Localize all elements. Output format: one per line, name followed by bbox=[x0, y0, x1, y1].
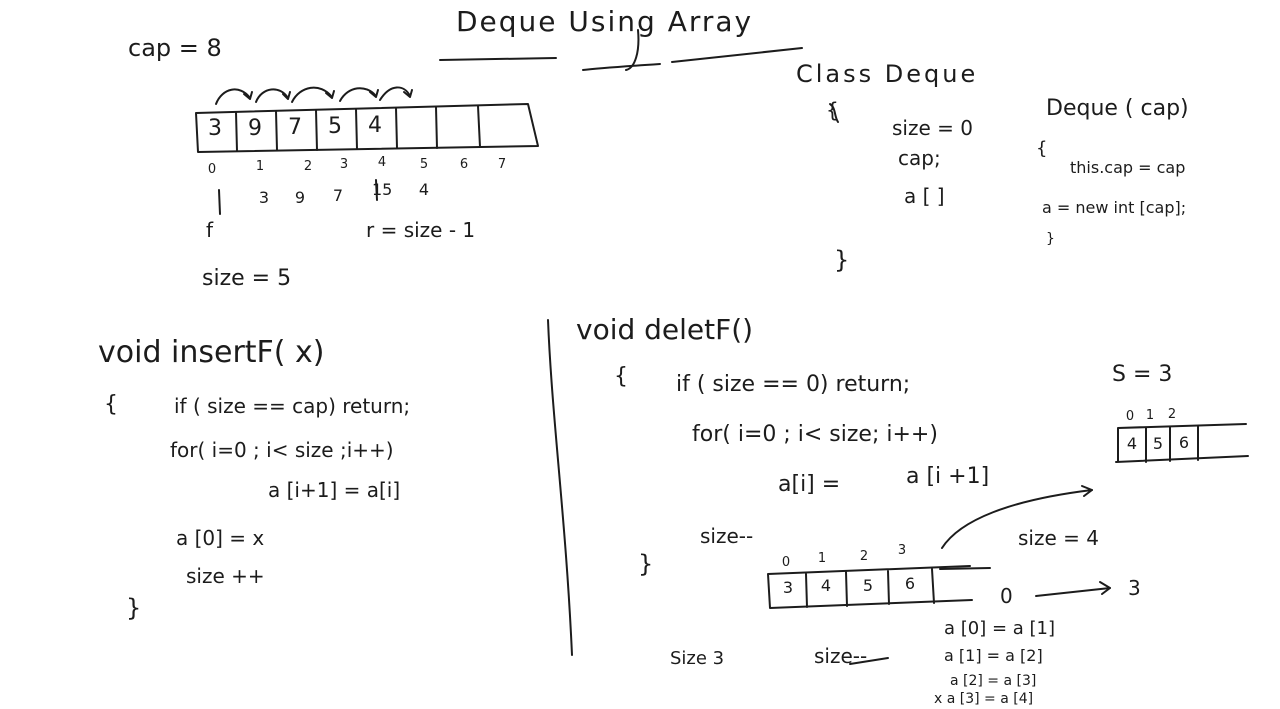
main-array-cell: 7 bbox=[288, 115, 302, 140]
insert-front-line: for( i=0 ; i< size ;i++) bbox=[170, 438, 394, 462]
small-array-index: 0 bbox=[1125, 409, 1135, 424]
delete-front-close-brace: } bbox=[638, 550, 654, 578]
assignment-line: a [1] = a [2] bbox=[944, 646, 1043, 665]
index-label: 6 bbox=[459, 157, 469, 172]
range-arrow bbox=[1036, 588, 1110, 596]
class-field: a [ ] bbox=[904, 184, 945, 208]
shifted-value: 9 bbox=[294, 188, 306, 207]
size3-label: Size 3 bbox=[670, 648, 725, 669]
range-start: 0 bbox=[1000, 584, 1013, 608]
title-underline-mid bbox=[583, 64, 660, 70]
bottom-array-index: 1 bbox=[817, 551, 827, 566]
small-array-cell: 5 bbox=[1152, 434, 1164, 453]
constructor-close-brace: } bbox=[1046, 231, 1055, 247]
main-array-cell: 5 bbox=[328, 114, 342, 139]
shifted-value: 15 bbox=[372, 180, 393, 199]
class-field: cap; bbox=[898, 146, 941, 170]
bottom-array-cell: 6 bbox=[904, 574, 916, 593]
shift-arrows bbox=[216, 87, 412, 104]
bottom-array-index: 3 bbox=[897, 543, 907, 558]
assignment-line: x a [3] = a [4] bbox=[934, 691, 1034, 707]
divider-line bbox=[548, 320, 572, 655]
index-label: 4 bbox=[377, 155, 387, 170]
delete-front-open-brace: { bbox=[614, 364, 628, 389]
bottom-array-cell: 5 bbox=[862, 576, 874, 595]
front-label: f bbox=[206, 218, 214, 242]
main-array-cell: 4 bbox=[368, 113, 382, 138]
main-array-cell: 9 bbox=[248, 116, 262, 141]
bottom-array-index: 2 bbox=[859, 549, 869, 564]
bottom-array-cell: 3 bbox=[782, 578, 794, 597]
insert-front-line: a [i+1] = a[i] bbox=[268, 478, 401, 502]
page-title: Deque Using Array bbox=[456, 5, 754, 38]
index-label: 7 bbox=[497, 157, 507, 172]
small-array-cell: 4 bbox=[1126, 434, 1138, 453]
bottom-array-index: 0 bbox=[781, 555, 791, 570]
assignment-line: a [2] = a [3] bbox=[950, 673, 1037, 689]
delete-front-line: size-- bbox=[700, 524, 754, 548]
size-dec-label: size-- bbox=[814, 644, 868, 668]
small-array-index: 1 bbox=[1145, 408, 1155, 423]
constructor-open-brace: { bbox=[1036, 138, 1048, 159]
delete-front-line: if ( size == 0) return; bbox=[676, 372, 911, 397]
rear-label: r = size - 1 bbox=[366, 218, 476, 242]
small-array-label: S = 3 bbox=[1112, 362, 1173, 387]
insert-front-open-brace: { bbox=[104, 392, 118, 417]
insert-front-line: if ( size == cap) return; bbox=[174, 394, 411, 418]
index-label: 0 bbox=[207, 162, 217, 177]
delete-front-line: a [i +1] bbox=[906, 464, 990, 489]
class-open-brace: { bbox=[826, 98, 839, 122]
insert-front-line: size ++ bbox=[186, 564, 265, 588]
shifted-value: 3 bbox=[258, 188, 270, 207]
bottom-array-cell: 4 bbox=[820, 576, 832, 595]
class-close-brace: } bbox=[834, 246, 850, 274]
index-label: 1 bbox=[255, 159, 265, 174]
class-header: Class Deque bbox=[796, 60, 979, 88]
main-array-cell: 3 bbox=[208, 116, 222, 141]
title-underline-left bbox=[440, 58, 556, 60]
insert-front-header: void insertF( x) bbox=[98, 335, 325, 370]
insert-front-close-brace: } bbox=[126, 594, 142, 622]
front-pointer-line bbox=[219, 190, 220, 214]
index-label: 2 bbox=[303, 159, 313, 174]
assignment-line: a [0] = a [1] bbox=[944, 618, 1056, 639]
small-array-cell: 6 bbox=[1178, 433, 1190, 452]
range-end: 3 bbox=[1128, 576, 1141, 600]
shifted-value: 4 bbox=[418, 180, 430, 199]
bottom-array-extension bbox=[940, 568, 990, 569]
delete-front-line: a[i] = bbox=[778, 472, 841, 497]
constructor-header: Deque ( cap) bbox=[1046, 96, 1189, 121]
size-label: size = 5 bbox=[202, 266, 292, 291]
size-after-label: size = 4 bbox=[1018, 526, 1099, 550]
cap-label: cap = 8 bbox=[128, 34, 222, 62]
class-field: size = 0 bbox=[892, 116, 973, 140]
delete-front-line: for( i=0 ; i< size; i++) bbox=[692, 422, 938, 447]
title-underline-right bbox=[672, 48, 802, 62]
constructor-line: a = new int [cap]; bbox=[1042, 198, 1187, 217]
constructor-line: this.cap = cap bbox=[1070, 158, 1186, 177]
index-label: 3 bbox=[339, 157, 349, 172]
delete-front-header: void deletF() bbox=[576, 313, 754, 346]
small-array-index: 2 bbox=[1167, 407, 1177, 422]
insert-front-line: a [0] = x bbox=[176, 526, 265, 550]
shifted-value: 7 bbox=[332, 186, 344, 205]
index-label: 5 bbox=[419, 157, 429, 172]
